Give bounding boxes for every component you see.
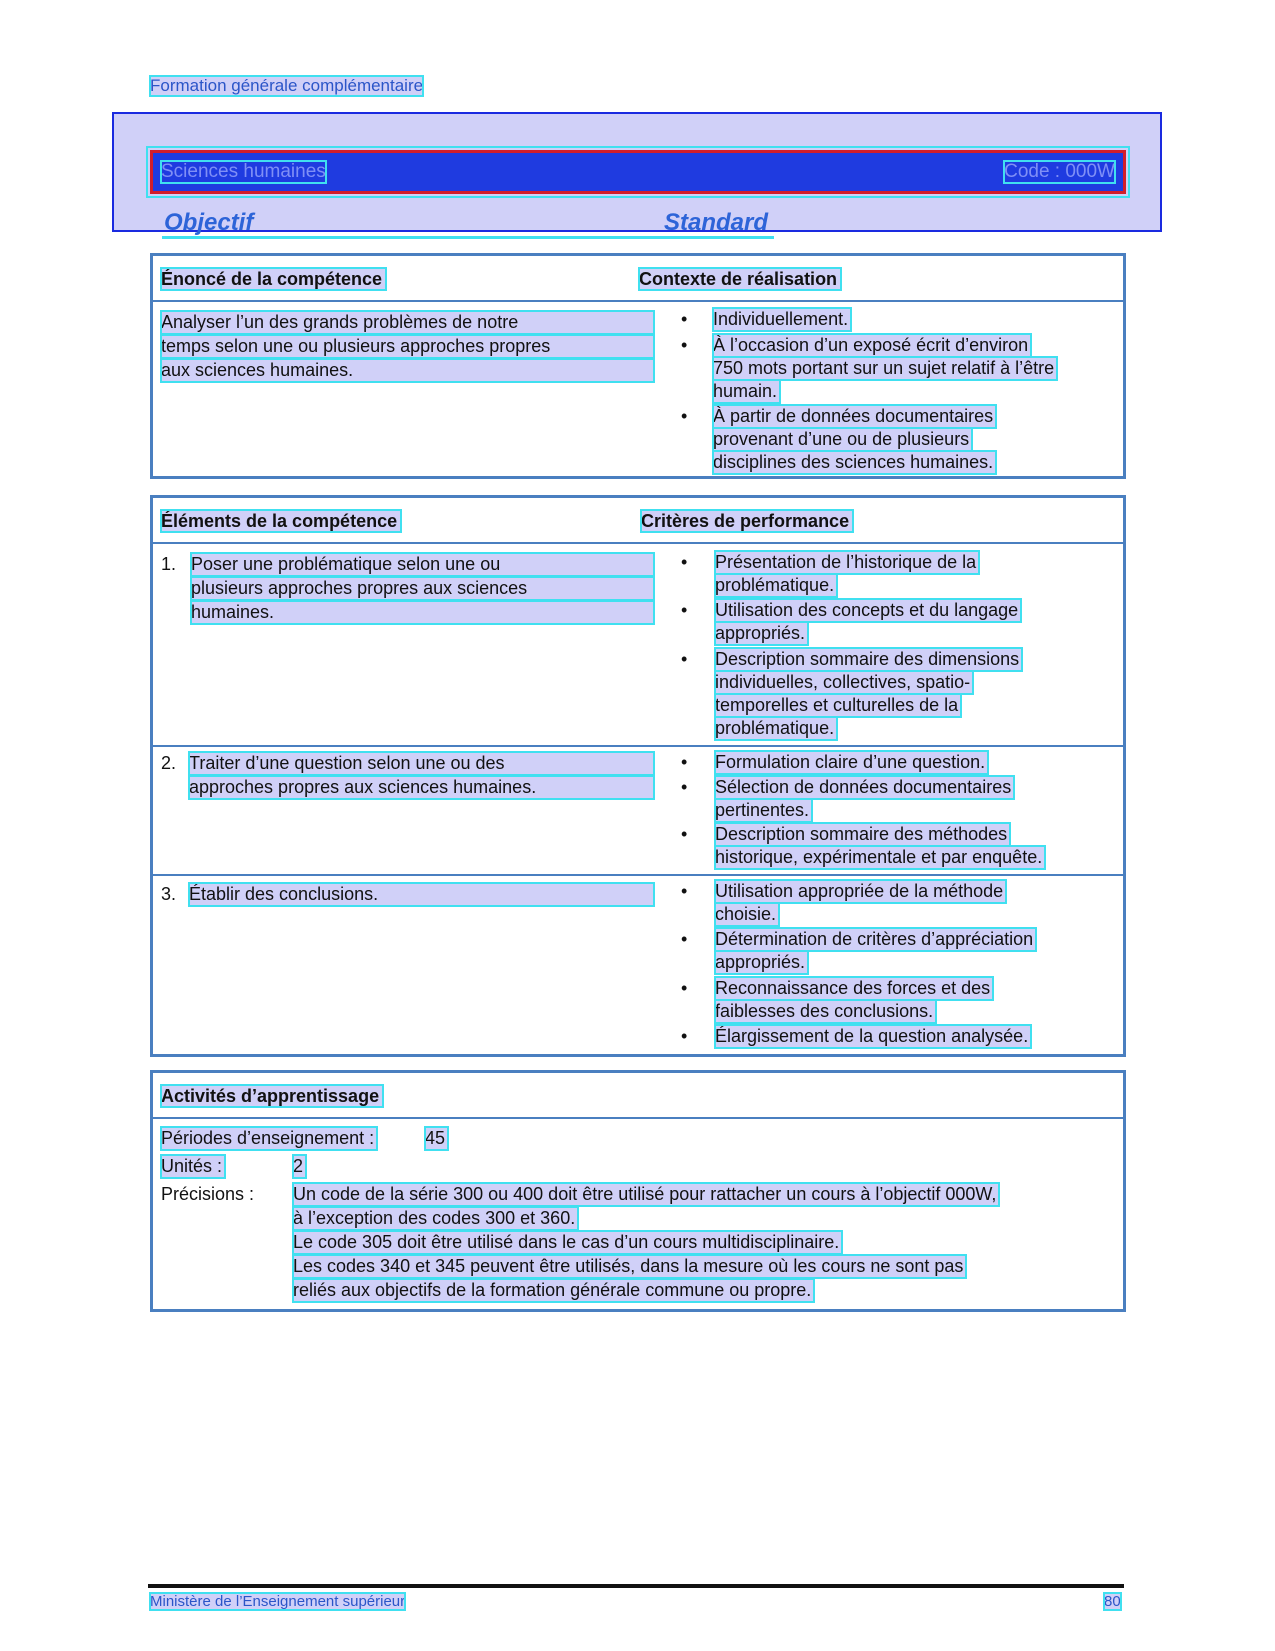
criteria-line: Description sommaire des méthodes	[715, 823, 1010, 846]
competence-box	[150, 253, 1126, 479]
standard-label: Standard	[662, 210, 774, 239]
row-divider	[153, 874, 1123, 876]
criteria-line: Sélection de données documentaires	[715, 776, 1014, 799]
criteria-line: Utilisation des concepts et du langage	[715, 599, 1021, 622]
element-line: approches propres aux sciences humaines.	[189, 776, 654, 799]
bullet-icon: •	[681, 777, 688, 797]
contexte-line: À l’occasion d’un exposé écrit d’environ	[713, 334, 1031, 357]
criteria-line: Description sommaire des dimensions	[715, 648, 1022, 671]
enonce-line: aux sciences humaines.	[161, 359, 654, 382]
element-number: 2.	[161, 753, 177, 773]
precisions-line: Un code de la série 300 ou 400 doit être utilisé pour rattacher un cours à l’objectif 000W,	[293, 1183, 999, 1206]
element-line: Établir des conclusions.	[189, 883, 654, 906]
criteria-line: problématique.	[715, 717, 837, 740]
element-line: humaines.	[191, 601, 654, 624]
criteria-line: Détermination de critères d’appréciation	[715, 928, 1036, 951]
precisions-line: reliés aux objectifs de la formation générale commune ou propre.	[293, 1279, 814, 1302]
contexte-line: disciplines des sciences humaines.	[713, 451, 996, 474]
bullet-icon: •	[681, 824, 688, 844]
bullet-icon: •	[681, 309, 688, 329]
bullet-icon: •	[681, 752, 688, 772]
criteria-line: appropriés.	[715, 951, 808, 974]
objectif-label: Objectif	[162, 210, 662, 239]
title-bar	[150, 150, 1126, 194]
program-header: Formation générale complémentaire	[150, 76, 424, 95]
criteria-line: Élargissement de la question analysée.	[715, 1025, 1031, 1048]
contexte-header: Contexte de réalisation	[639, 268, 841, 290]
footer-ministry: Ministère de l’Enseignement supérieur	[150, 1593, 406, 1610]
element-line: Poser une problématique selon une ou	[191, 553, 654, 576]
element-line: Traiter d’une question selon une ou des	[189, 752, 654, 775]
bullet-icon: •	[681, 552, 688, 572]
contexte-line: provenant d’une ou de plusieurs	[713, 428, 972, 451]
subject-title: Sciences humaines	[161, 161, 326, 182]
precisions-line: Les codes 340 et 345 peuvent être utilisés, dans la mesure où les cours ne sont pas	[293, 1255, 966, 1278]
criteria-line: faiblesses des conclusions.	[715, 1000, 936, 1023]
criteria-line: problématique.	[715, 574, 837, 597]
contexte-line: humain.	[713, 380, 780, 403]
criteria-line: Présentation de l’historique de la	[715, 551, 979, 574]
footer-rule	[148, 1584, 1124, 1588]
bullet-icon: •	[681, 600, 688, 620]
unites-value: 2	[293, 1155, 306, 1178]
enonce-header: Énoncé de la compétence	[161, 268, 386, 290]
bullet-icon: •	[681, 1026, 688, 1046]
activites-header: Activités d’apprentissage	[161, 1085, 383, 1107]
bullet-icon: •	[681, 929, 688, 949]
criteria-line: Formulation claire d’une question.	[715, 751, 988, 774]
activites-box	[150, 1070, 1126, 1312]
enonce-line: temps selon une ou plusieurs approches propres	[161, 335, 654, 358]
criteria-line: choisie.	[715, 903, 779, 926]
bullet-icon: •	[681, 649, 688, 669]
bullet-icon: •	[681, 881, 688, 901]
element-number: 1.	[161, 554, 177, 574]
contexte-line: Individuellement.	[713, 308, 851, 331]
row-divider	[153, 745, 1123, 747]
elements-box	[150, 495, 1126, 1057]
unites-label: Unités :	[161, 1155, 225, 1178]
enonce-line: Analyser l’un des grands problèmes de notre	[161, 311, 654, 334]
contexte-line: 750 mots portant sur un sujet relatif à l’être	[713, 357, 1057, 380]
contexte-line: À partir de données documentaires	[713, 405, 996, 428]
bullet-icon: •	[681, 406, 688, 426]
bullet-icon: •	[681, 335, 688, 355]
criteres-header: Critères de performance	[641, 510, 853, 532]
course-code: Code : 000W	[1004, 161, 1115, 182]
precisions-line: à l’exception des codes 300 et 360.	[293, 1207, 578, 1230]
criteria-line: appropriés.	[715, 622, 808, 645]
elements-header: Éléments de la compétence	[161, 510, 401, 532]
bullet-icon: •	[681, 978, 688, 998]
criteria-line: pertinentes.	[715, 799, 812, 822]
criteria-line: Utilisation appropriée de la méthode	[715, 880, 1006, 903]
criteria-line: historique, expérimentale et par enquête.	[715, 846, 1045, 869]
precisions-label: Précisions :	[161, 1184, 255, 1204]
criteria-line: individuelles, collectives, spatio-	[715, 671, 973, 694]
precisions-line: Le code 305 doit être utilisé dans le cas d’un cours multidisciplinaire.	[293, 1231, 842, 1254]
criteria-line: Reconnaissance des forces et des	[715, 977, 993, 1000]
criteria-line: temporelles et culturelles de la	[715, 694, 961, 717]
element-line: plusieurs approches propres aux sciences	[191, 577, 654, 600]
page-number: 80	[1104, 1593, 1121, 1610]
element-number: 3.	[161, 884, 177, 904]
periodes-value: 45	[425, 1127, 448, 1150]
periodes-label: Périodes d’enseignement :	[161, 1127, 377, 1150]
